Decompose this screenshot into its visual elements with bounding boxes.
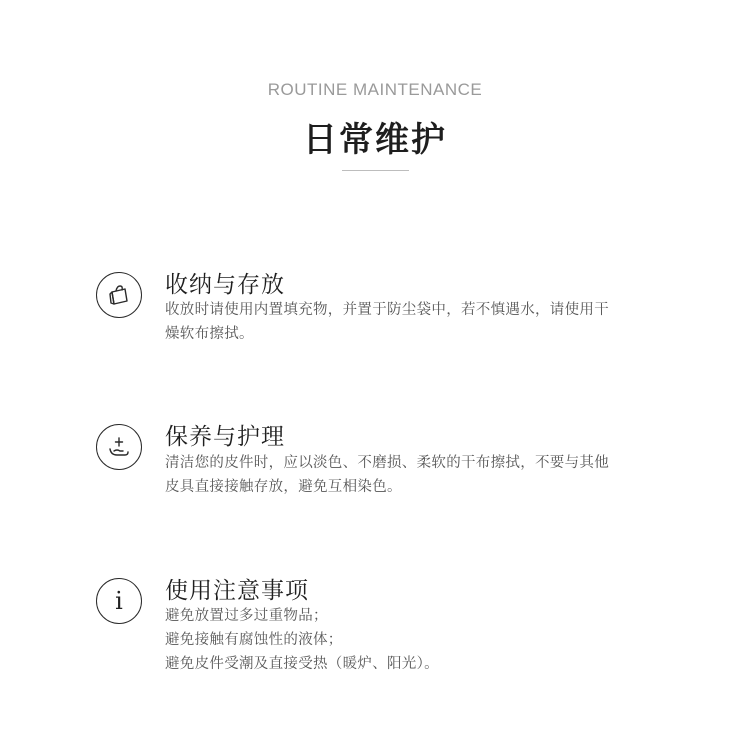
section-text [165,604,665,676]
text-line: 皮具直接接触存放，避免互相染色。 [165,479,402,495]
text-line: 避免皮件受潮及直接受热（暖炉、阳光）。 [165,656,439,672]
text-line: 避免接触有腐蚀性的液体； [165,632,343,648]
text-line: 清洁您的皮件时，应以淡色、不磨损、柔软的干布擦拭，不要与其他 [165,455,609,471]
page-subtitle: ROUTINE MAINTENANCE [267,80,483,99]
text-line: 避免放置过多过重物品； [165,608,328,624]
info-glyph: i [115,587,123,615]
section-text [165,298,665,346]
text-line: 收放时请使用内置填充物，并置于防尘袋中，若不慎遇水，请使用干 [165,302,609,318]
info-icon [96,578,142,624]
section-title: 使用注意事项 [165,578,309,604]
page-title: 日常维护 [303,120,447,160]
bag-icon [96,272,142,318]
hand-care-icon [96,424,142,470]
section-title: 收纳与存放 [165,272,285,298]
title-divider [342,170,409,171]
text-line: 燥软布擦拭。 [165,326,254,342]
section-title: 保养与护理 [165,424,285,450]
section-text [165,451,665,499]
